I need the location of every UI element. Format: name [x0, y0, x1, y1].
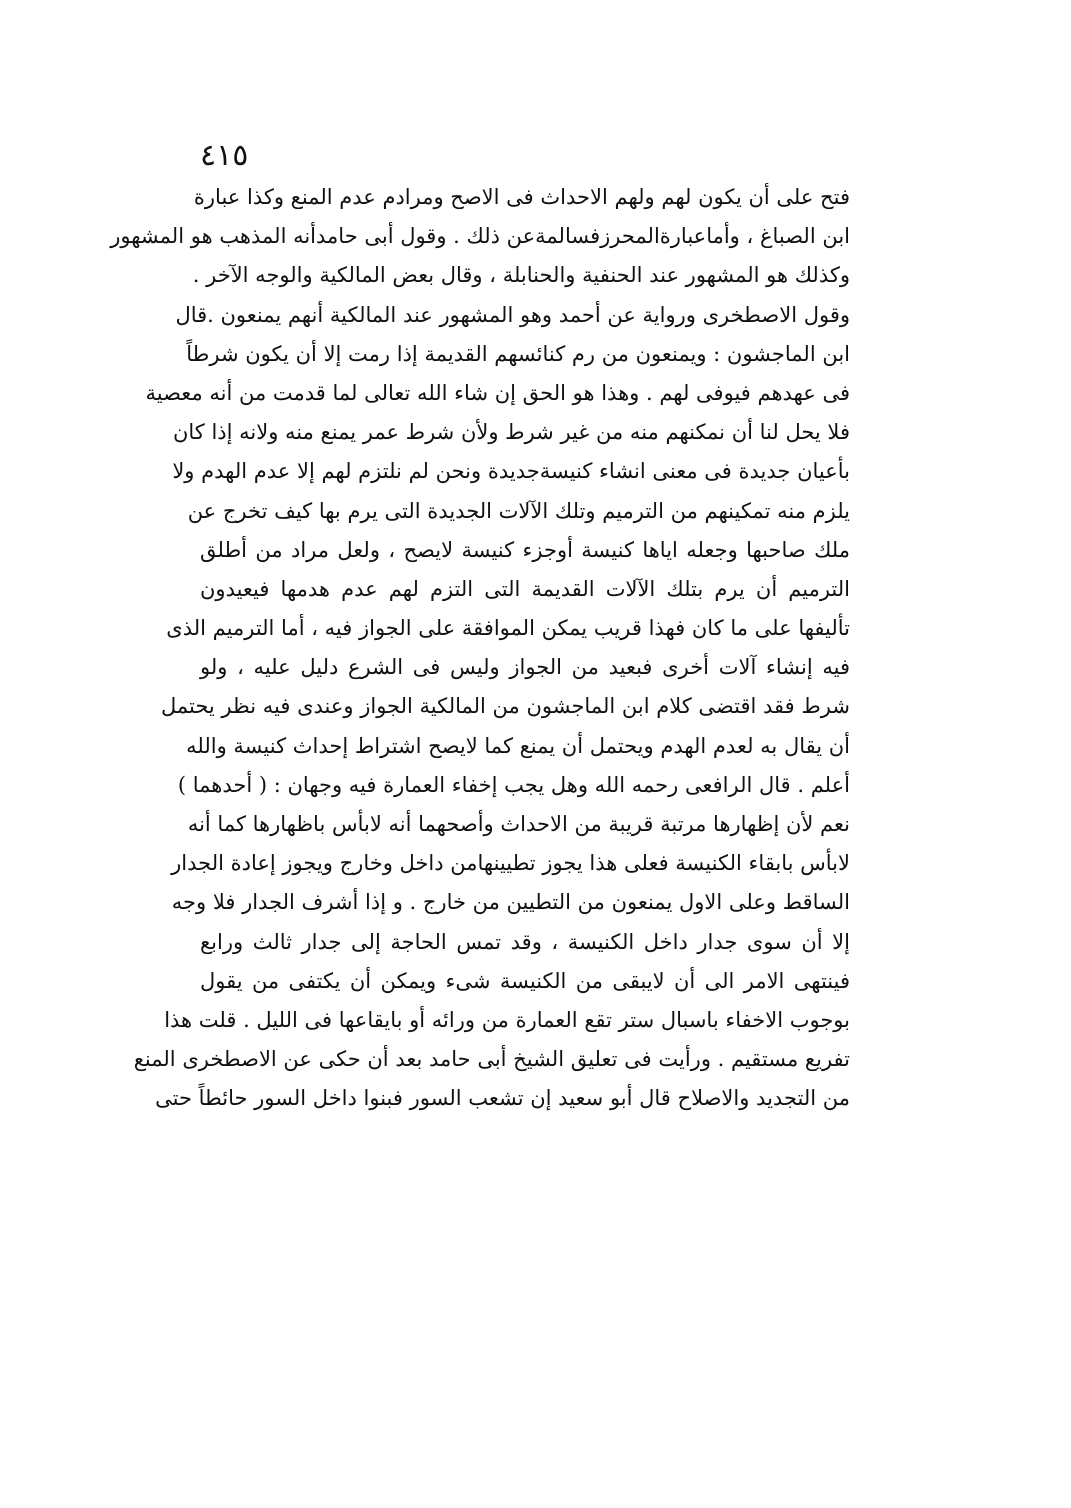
text-line: تفريع مستقيم . ورأيت فى تعليق الشيخ أبى حامد بعد أن حكى عن الاصطخرى المنع — [133, 1047, 850, 1072]
text-line: ابن الماجشون : ويمنعون من رم كنائسهم القديمة إذا رمت إلا أن يكون شرطاً — [186, 341, 850, 366]
text-line: وقول الاصطخرى ورواية عن أحمد وهو المشهور عند المالكية أنهم يمنعون .قال — [175, 302, 850, 327]
text-line: فلا يحل لنا أن نمكنهم منه من غير شرط ولأن شرط عمر يمنع منه ولانه إذا كان — [172, 420, 850, 445]
text-line: تأليفها على ما كان فهذا قريب يمكن الموافقة على الجواز فيه ، أما الترميم الذى — [166, 616, 850, 641]
text-line: ملك صاحبها وجعله اياها كنيسة أوجزء كنيسة لايصح ، ولعل مراد من أطلق — [200, 537, 850, 562]
text-line: أعلم . قال الرافعى رحمه الله وهل يجب إخفاء العمارة فيه وجهان : ( أحدهما ) — [177, 772, 850, 797]
text-line: بأعيان جديدة فى معنى انشاء كنيسةجديدة ونحن لم نلتزم لهم إلا عدم الهدم ولا — [172, 459, 850, 484]
text-line: الترميم أن يرم بتلك الآلات القديمة التى التزم لهم عدم هدمها فيعيدون — [200, 576, 850, 601]
text-line: فينتهى الامر الى أن لايبقى من الكنيسة شىء ويمكن أن يكتفى من يقول — [200, 968, 850, 993]
text-line: من التجديد والاصلاح قال أبو سعيد إن تشعب السور فبنوا داخل السور حائطاً حتى — [155, 1086, 850, 1111]
text-line: وكذلك هو المشهور عند الحنفية والحنابلة ، وقال بعض المالكية والوجه الآخر . — [192, 263, 850, 288]
text-line: شرط فقد اقتضى كلام ابن الماجشون من المالكية الجواز وعندى فيه نظر يحتمل — [160, 694, 850, 719]
page-number: ٤١٥ — [200, 138, 249, 173]
text-line: فتح على أن يكون لهم ولهم الاحداث فى الاصح ومرادم عدم المنع وكذا عبارة — [193, 185, 850, 209]
text-line: الساقط وعلى الاول يمنعون من التطيين من خارج . و إذا أشرف الجدار فلا وجه — [171, 890, 850, 915]
body-text — [110, 178, 850, 1119]
text-line: يلزم منه تمكينهم من الترميم وتلك الآلات الجديدة التى يرم بها كيف تخرج عن — [187, 498, 850, 523]
text-line: فيه إنشاء آلات أخرى فبعيد من الجواز وليس فى الشرع دليل عليه ، ولو — [200, 655, 850, 680]
text-line: نعم لأن إظهارها مرتبة قريبة من الاحداث وأصحهما أنه لابأس باظهارها كما أنه — [187, 812, 850, 836]
text-line: فى عهدهم فيوفى لهم . وهذا هو الحق إن شاء الله تعالى لما قدمت من أنه معصية — [145, 380, 850, 405]
text-line: بوجوب الاخفاء باسبال ستر تقع العمارة من ورائه أو بايقاعها فى الليل . قلت هذا — [164, 1007, 850, 1032]
text-line: ابن الصباغ ، وأماعبارةالمحرزفسالمةعن ذلك . وقول أبى حامدأنه المذهب هو المشهور — [110, 224, 850, 249]
text-line: أن يقال به لعدم الهدم ويحتمل أن يمنع كما لايصح اشتراط إحداث كنيسة والله — [186, 733, 850, 758]
text-line: إلا أن سوى جدار داخل الكنيسة ، وقد تمس الحاجة إلى جدار ثالث ورابع — [200, 929, 850, 954]
text-line: لابأس بابقاء الكنيسة فعلى هذا يجوز تطيينهامن داخل وخارج ويجوز إعادة الجدار — [171, 851, 850, 876]
